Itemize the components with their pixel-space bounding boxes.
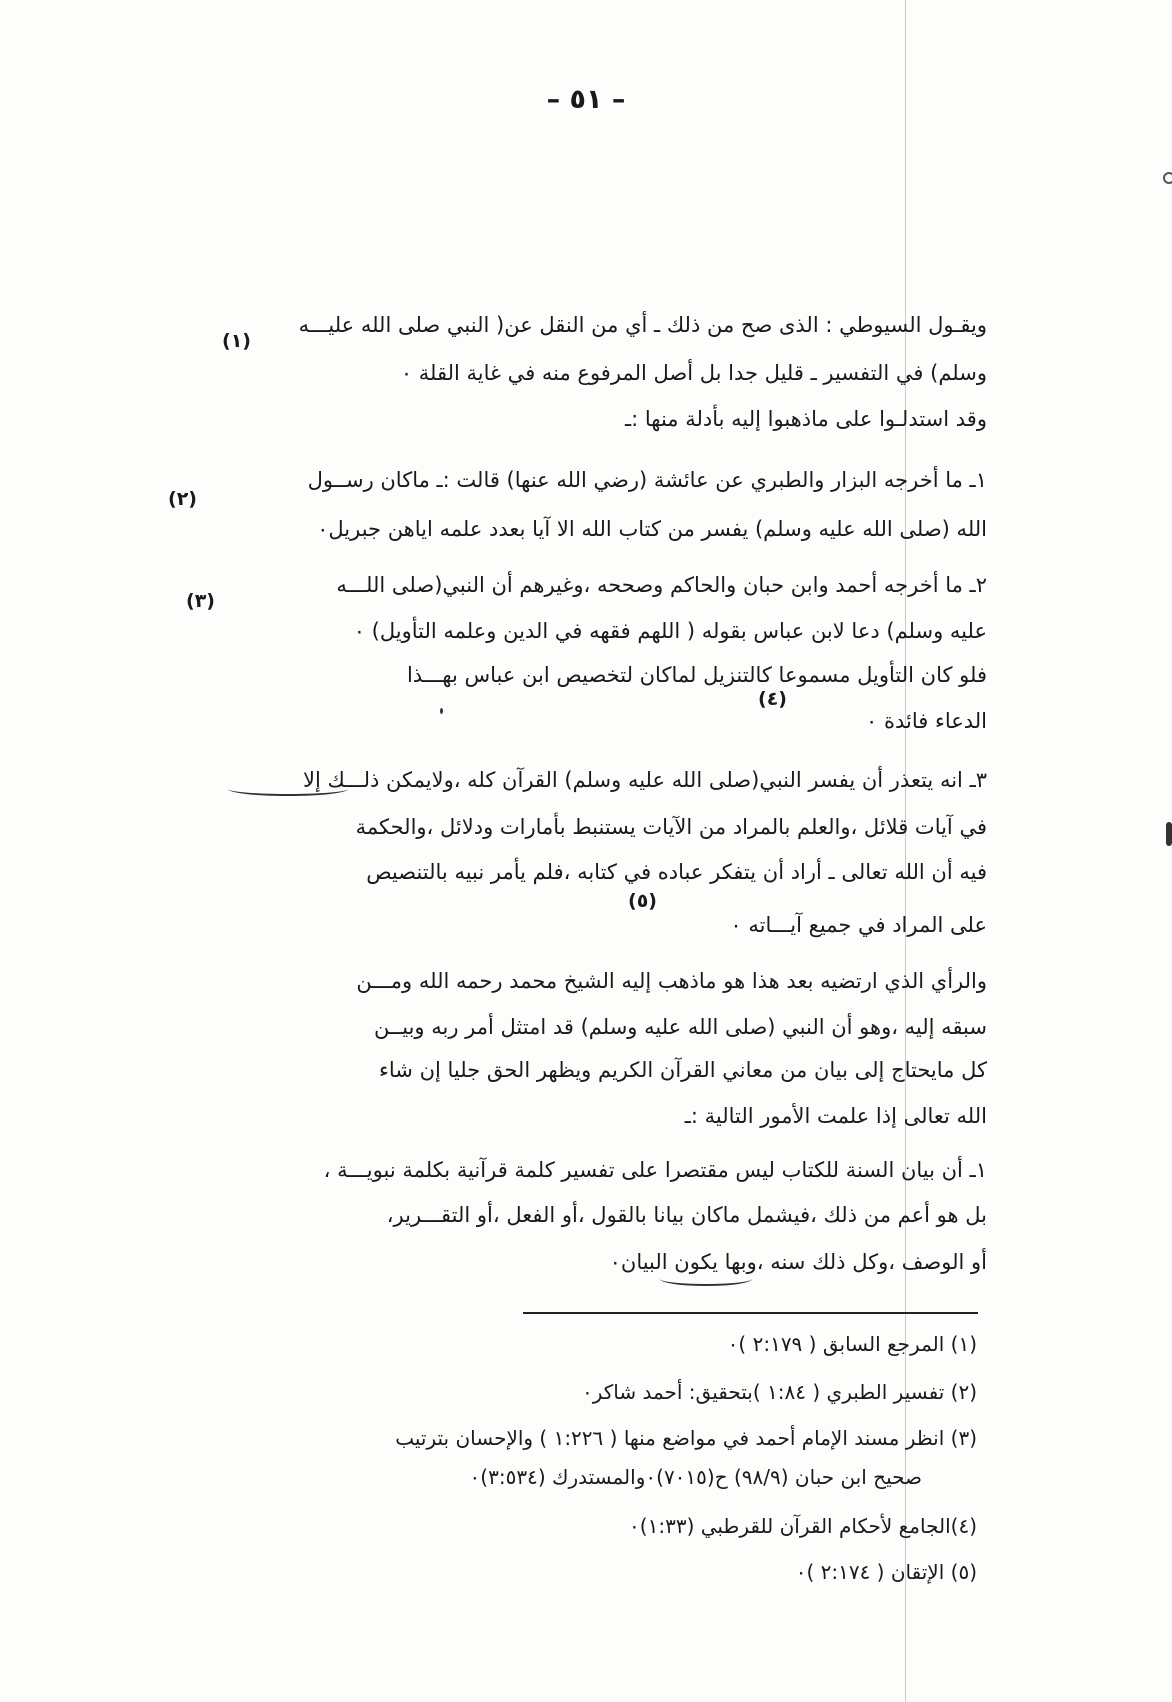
text-line: ١ـ أن بيان السنة للكتاب ليس مقتصرا على تفسير كلمة قرآنية بكلمة نبويـــة ، xyxy=(323,1158,987,1182)
handwritten-underline xyxy=(660,1272,752,1286)
page-number: – ٥١ – xyxy=(546,84,626,115)
text-line: ١ـ ما أخرجه البزار والطبري عن عائشة (رضي الله عنها) قالت :ـ ماكان رســول xyxy=(307,468,987,492)
text-line: ويقـول السيوطي : الذى صح من ذلك ـ أي من النقل عن( النبي صلى الله عليـــه xyxy=(298,313,987,337)
text-line: كل مايحتاج إلى بيان من معاني القرآن الكريم ويظهر الحق جليا إن شاء xyxy=(379,1058,987,1082)
footnote-marker: (٣) xyxy=(186,590,215,612)
footnote-marker: (١) xyxy=(222,330,251,352)
footnote-line: (١) المرجع السابق ( ٢:١٧٩ )٠ xyxy=(727,1332,977,1356)
scan-speck xyxy=(1163,172,1172,184)
text-line: والرأي الذي ارتضيه بعد هذا هو ماذهب إليه الشيخ محمد رحمه الله ومـــن xyxy=(356,969,987,993)
text-line: على المراد في جميع آيـــاته ٠ xyxy=(730,913,987,937)
text-line: في آيات قلائل ،والعلم بالمراد من الآيات يستنبط بأمارات ودلائل ،والحكمة xyxy=(355,815,987,839)
handwritten-underline xyxy=(228,782,348,796)
footnote-separator xyxy=(523,1312,978,1314)
text-line: ٢ـ ما أخرجه أحمد وابن حبان والحاكم وصححه ،وغيرهم أن النبي(صلى اللـــه xyxy=(336,573,987,597)
footnote-marker: (٤) xyxy=(758,688,787,710)
text-line: عليه وسلم) دعا لابن عباس بقوله ( اللهم فقهه في الدين وعلمه التأويل) ٠ xyxy=(353,619,987,643)
footnote-line: (٣) انظر مسند الإمام أحمد في مواضع منها ( ١:٢٢٦ ) والإحسان بترتيب xyxy=(395,1426,977,1450)
text-line: فلو كان التأويل مسموعا كالتنزيل لماكان لتخصيص ابن عباس بهـــذا xyxy=(406,663,987,687)
text-line: وقد استدلـوا على ماذهبوا إليه بأدلة منها :ـ xyxy=(624,407,987,431)
footnote-marker: (٢) xyxy=(168,488,197,510)
footnote-marker: (٥) xyxy=(628,890,657,912)
text-line: الله (صلى الله عليه وسلم) يفسر من كتاب الله الا آيا بعدد علمه اياهن جبريل٠ xyxy=(317,517,987,541)
scan-speck xyxy=(440,708,443,714)
text-line: الله تعالى إذا علمت الأمور التالية :ـ xyxy=(684,1104,987,1128)
footnote-line: (٥) الإتقان ( ٢:١٧٤ )٠ xyxy=(795,1560,977,1584)
footnote-line: (٤)الجامع لأحكام القرآن للقرطبي (١:٣٣)٠ xyxy=(629,1514,977,1538)
footnote-line: (٢) تفسير الطبري ( ١:٨٤ )بتحقيق: أحمد شاكر٠ xyxy=(581,1380,977,1404)
text-line: الدعاء فائدة ٠ xyxy=(866,709,987,733)
scan-speck xyxy=(1166,822,1172,846)
text-line: ٣ـ انه يتعذر أن يفسر النبي(صلى الله عليه وسلم) القرآن كله ،ولايمكن ذلـــك إلا xyxy=(302,768,987,792)
text-line: وسلم) في التفسير ـ قليل جدا بل أصل المرفوع منه في غاية القلة ٠ xyxy=(400,361,987,385)
footnote-line: صحيح ابن حبان (٩٨/٩) ح(٧٠١٥)٠والمستدرك (٣:٥٣٤)٠ xyxy=(469,1465,922,1489)
text-line: أو الوصف ،وكل ذلك سنه ،وبها يكون البيان٠ xyxy=(609,1250,987,1274)
text-line: سبقه إليه ،وهو أن النبي (صلى الله عليه وسلم) قد امتثل أمر ربه وبيــن xyxy=(373,1015,987,1039)
text-line: بل هو أعم من ذلك ،فيشمل ماكان بيانا بالقول ،أو الفعل ،أو التقـــرير، xyxy=(386,1203,987,1227)
text-line: فيه أن الله تعالى ـ أراد أن يتفكر عباده في كتابه ،فلم يأمر نبيه بالتنصيص xyxy=(366,860,987,884)
